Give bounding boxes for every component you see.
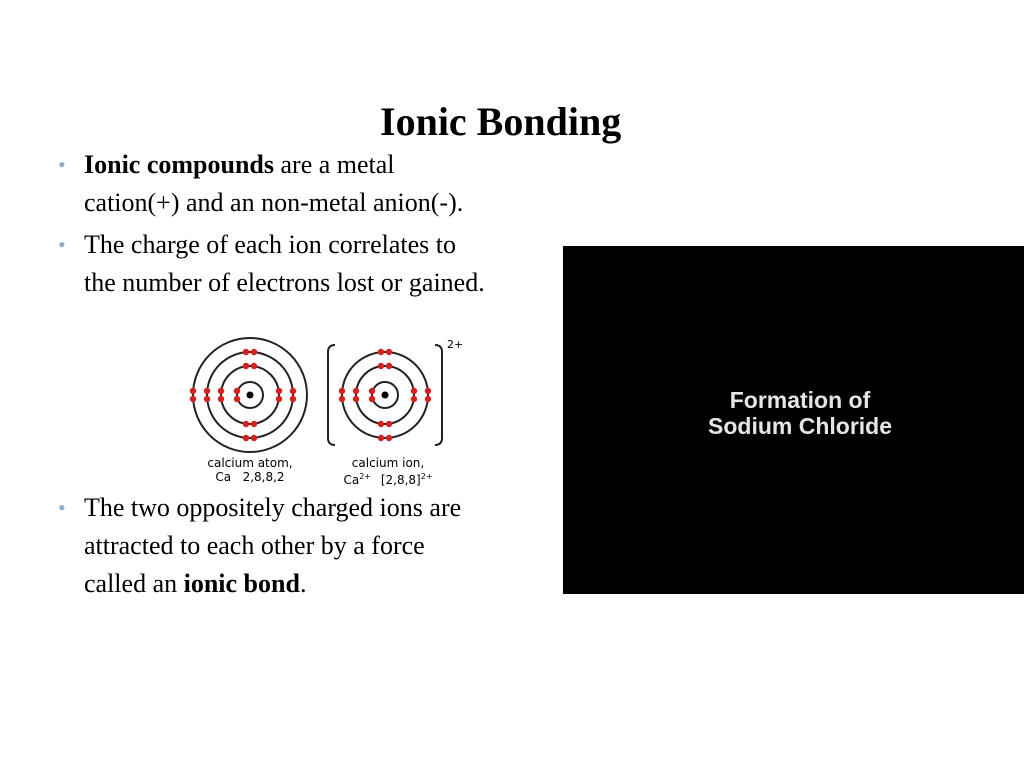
electron — [353, 388, 359, 394]
atom-caption — [195, 456, 305, 484]
bullet-line: called an — [84, 569, 184, 598]
electron — [369, 388, 375, 394]
electron — [243, 349, 249, 355]
electron — [251, 421, 257, 427]
electron — [243, 435, 249, 441]
video-title-line-2: Sodium Chloride — [708, 413, 892, 439]
left-bracket — [328, 345, 335, 445]
bullet-dot-icon: • — [58, 232, 66, 257]
electron — [386, 435, 392, 441]
electron — [251, 435, 257, 441]
electron — [204, 396, 210, 402]
electron — [218, 396, 224, 402]
video-title-card — [563, 387, 1024, 439]
bullet-line: The two oppositely charged ions are — [84, 493, 462, 522]
electron — [353, 396, 359, 402]
slide-title: Ionic Bonding — [380, 99, 622, 144]
electron — [386, 363, 392, 369]
electron — [290, 388, 296, 394]
electron — [204, 388, 210, 394]
electron — [276, 396, 282, 402]
calcium-electron-diagram — [185, 330, 485, 490]
bullet-line: the number of electrons lost or gained. — [84, 268, 485, 297]
ion-nucleus — [382, 392, 389, 399]
bold-term: Ionic compounds — [84, 150, 274, 179]
bullet-text — [84, 146, 463, 222]
bullet-line: The charge of each ion correlates to — [84, 230, 456, 259]
ion-caption — [333, 456, 443, 487]
ion-charge-sup: 2+ — [359, 472, 371, 481]
electron — [218, 388, 224, 394]
bullet-line: are a metal — [274, 150, 395, 179]
electron — [190, 388, 196, 394]
electron — [190, 396, 196, 402]
bullet-dot-icon: • — [58, 495, 66, 520]
ion-symbol: Ca — [343, 473, 360, 487]
electron — [243, 421, 249, 427]
electron — [378, 349, 384, 355]
atom-nucleus — [247, 392, 254, 399]
ion-configuration: [2,8,8] — [380, 473, 421, 487]
electron — [369, 396, 375, 402]
bullet-line: cation(+) and an non-metal anion(-). — [84, 188, 464, 217]
bullet-line-end: . — [299, 569, 307, 598]
video-player[interactable] — [563, 246, 1024, 594]
ion-caption-line-1: calcium ion, — [351, 456, 425, 470]
electron — [378, 421, 384, 427]
electron — [378, 363, 384, 369]
electron — [251, 349, 257, 355]
electron — [425, 388, 431, 394]
electron — [378, 435, 384, 441]
bullet-line: attracted to each other by a force — [84, 531, 425, 560]
electron — [234, 396, 240, 402]
electron — [290, 396, 296, 402]
ion-configuration-charge: 2+ — [420, 472, 433, 481]
electron — [411, 396, 417, 402]
video-title-line-1: Formation of — [729, 387, 871, 413]
electron — [339, 388, 345, 394]
electron — [425, 396, 431, 402]
ion-caption-line-2 — [333, 470, 443, 487]
charge-label: 2+ — [447, 338, 464, 351]
electron — [386, 349, 392, 355]
bullet-text — [84, 489, 461, 603]
electron — [386, 421, 392, 427]
electron — [234, 388, 240, 394]
electron — [411, 388, 417, 394]
right-bracket — [435, 345, 442, 445]
electron — [243, 363, 249, 369]
electron — [339, 396, 345, 402]
bullet-dot-icon: • — [58, 152, 66, 177]
bullet-text — [84, 226, 485, 302]
atom-caption-line-1: calcium atom, — [207, 456, 293, 470]
bold-term: ionic bond — [183, 569, 300, 598]
atom-caption-line-2: Ca 2,8,8,2 — [215, 470, 285, 484]
electron — [276, 388, 282, 394]
electron — [251, 363, 257, 369]
